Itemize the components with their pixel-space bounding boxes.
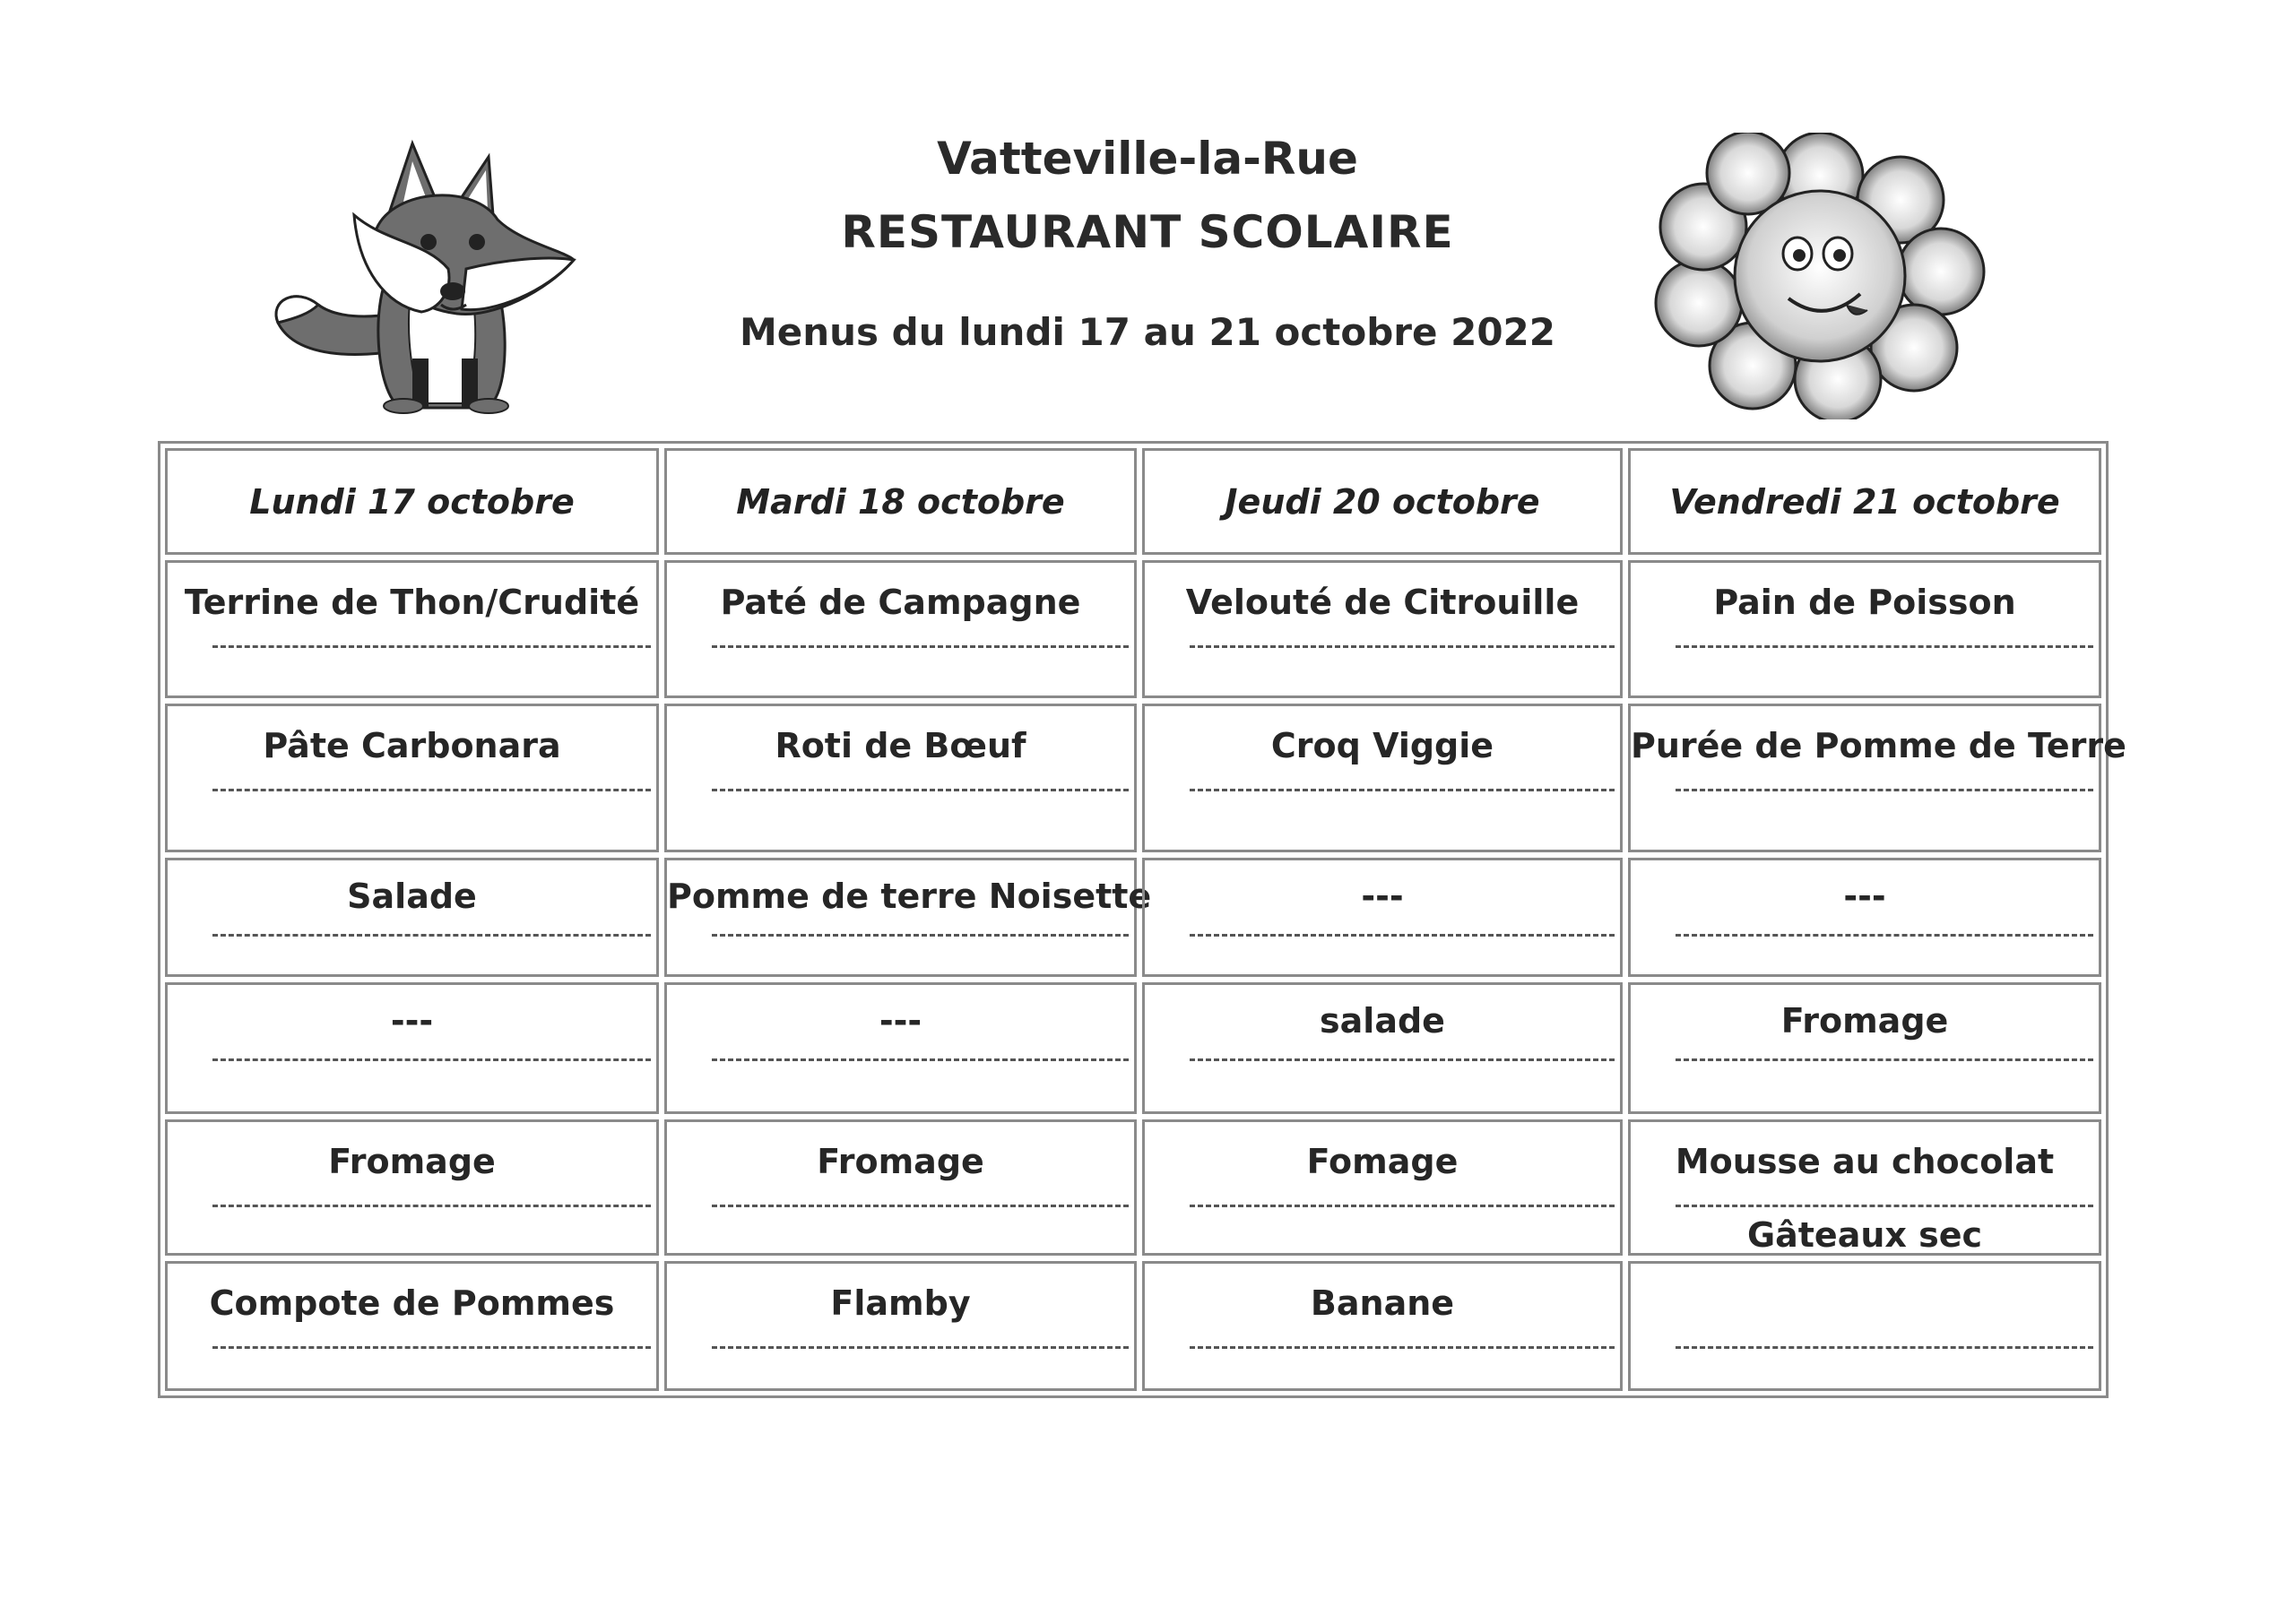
dish-text: --- [879,1001,922,1041]
day-header-lundi: Lundi 17 octobre [165,448,659,555]
dish-text: Terrine de Thon/Crudité [184,583,640,622]
menu-cell [664,1261,1137,1391]
dish-text: Pain de Poisson [1713,583,2016,622]
menu-table [158,441,2126,1398]
dish-text: Pomme de terre Noisette [667,877,1152,916]
dashed-divider [712,645,1129,648]
dashed-divider [212,1058,651,1061]
dashed-divider [712,789,1129,791]
dish-text: Banane [1310,1283,1455,1323]
dish-text: Salade [347,877,477,916]
menu-cell [1142,1261,1623,1391]
menu-cell [165,982,659,1114]
menu-cell [1142,704,1623,852]
dashed-divider [1190,1205,1615,1207]
dashed-divider [712,934,1129,937]
dish-text: Fomage [1306,1142,1459,1181]
dish-text: Fromage [1780,1001,1949,1041]
organization-title: RESTAURANT SCOLAIRE [841,206,1454,258]
dish-text: Fromage [328,1142,496,1181]
menu-period-subtitle: Menus du lundi 17 au 21 octobre 2022 [739,310,1556,354]
dashed-divider [712,1205,1129,1207]
dashed-divider [212,1205,651,1207]
dashed-divider [712,1058,1129,1061]
dashed-divider [1190,789,1615,791]
dish-text: salade [1320,1001,1445,1041]
menu-cell [664,704,1137,852]
dish-text-second-line: Gâteaux sec [1746,1215,1983,1255]
menu-cell [1628,858,2101,977]
dashed-divider [1676,934,2093,937]
day-header-mardi: Mardi 18 octobre [664,448,1137,555]
dashed-divider [1190,934,1615,937]
fox-icon [269,134,583,421]
dish-text: Paté de Campagne [720,583,1081,622]
dashed-divider [1676,1058,2093,1061]
dish-text: Mousse au chocolat [1675,1142,2055,1181]
menu-cell [664,858,1152,977]
day-header-vendredi: Vendredi 21 octobre [1628,448,2101,555]
dish-text: --- [390,1001,434,1041]
town-name: Vatteville-la-Rue [937,133,1358,185]
menu-cell [1142,858,1623,977]
menu-cell [165,1119,659,1256]
dashed-divider [1190,645,1615,648]
dashed-divider [212,1346,651,1349]
menu-cell [165,858,659,977]
dish-text: Compote de Pommes [209,1283,615,1323]
dashed-divider [212,789,651,791]
dashed-divider [212,645,651,648]
dish-text: Croq Viggie [1270,726,1494,765]
smiling-flower-icon [1645,133,1995,419]
dish-text: Roti de Bœuf [775,726,1026,765]
menu-cell [165,1261,659,1391]
menu-cell [165,560,659,698]
dashed-divider [1190,1346,1615,1349]
dish-text: --- [1843,877,1886,916]
dashed-divider [1676,789,2093,791]
dashed-divider [1676,1205,2093,1207]
menu-cell [664,1119,1137,1256]
menu-cell [1628,560,2101,698]
dashed-divider [712,1346,1129,1349]
menu-cell [1628,704,2126,852]
dish-text: Pâte Carbonara [263,726,561,765]
menu-cell [1628,1119,2101,1256]
menu-cell [1142,1119,1623,1256]
menu-cell [664,982,1137,1114]
menu-cell [1142,560,1623,698]
day-header-jeudi: Jeudi 20 octobre [1142,448,1623,555]
dish-text: Fromage [817,1142,984,1181]
dashed-divider [1676,1346,2093,1349]
dish-text: Purée de Pomme de Terre [1631,726,2126,765]
dashed-divider [212,934,651,937]
menu-cell [664,560,1137,698]
menu-cell [1142,982,1623,1114]
menu-cell [1628,1261,2101,1391]
dish-text: --- [1361,877,1404,916]
dashed-divider [1190,1058,1615,1061]
dish-text: Velouté de Citrouille [1185,583,1580,622]
dashed-divider [1676,645,2093,648]
dish-text: Flamby [830,1283,971,1323]
menu-cell [1628,982,2101,1114]
menu-cell [165,704,659,852]
